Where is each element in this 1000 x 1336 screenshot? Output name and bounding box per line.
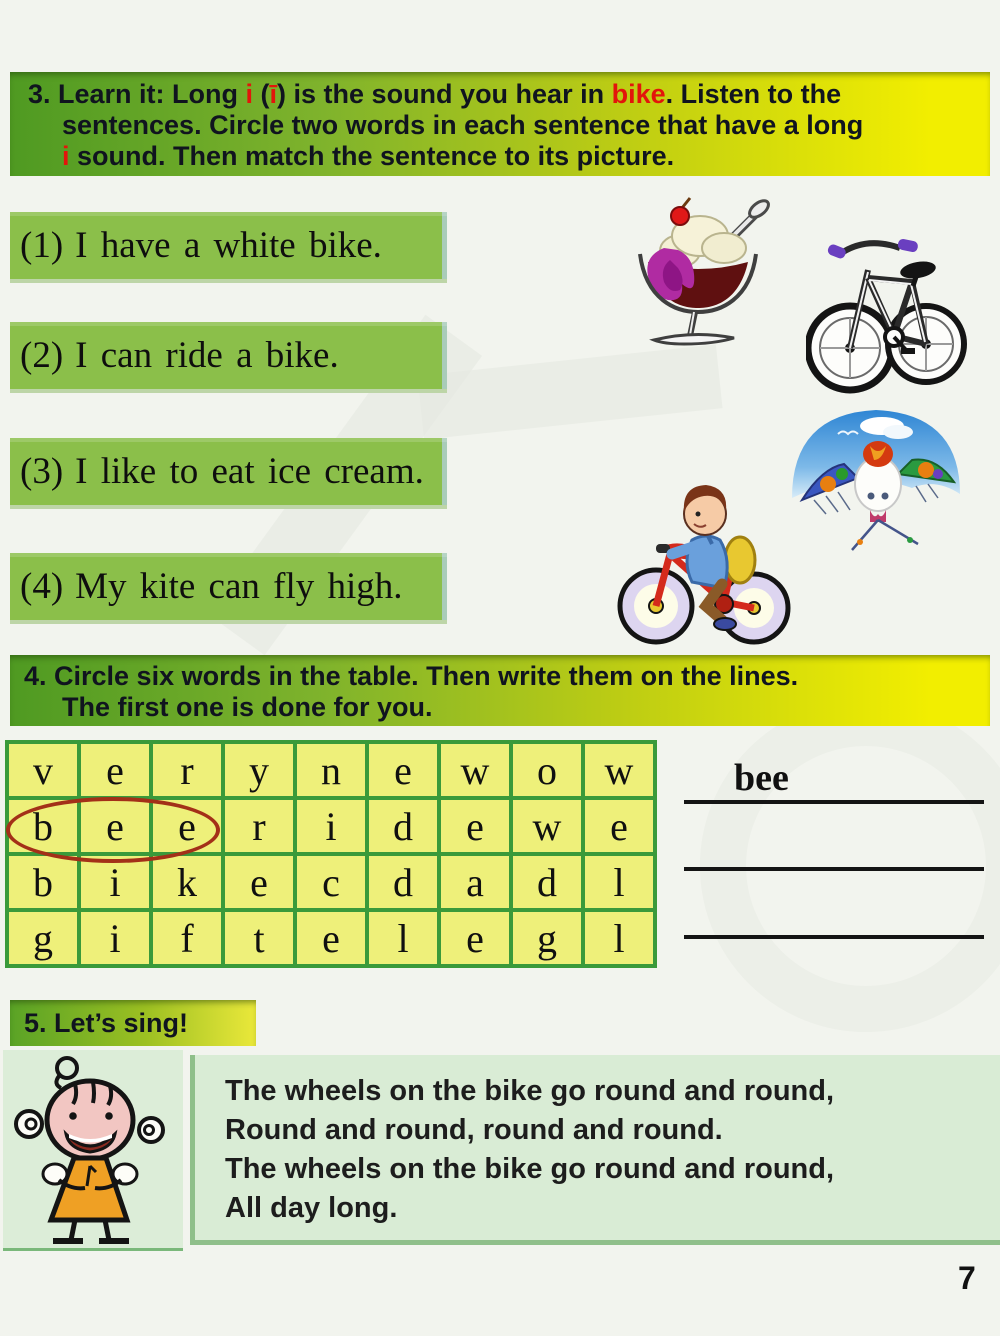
grid-cell[interactable]: w [513, 800, 581, 852]
page-number: 7 [958, 1260, 976, 1296]
grid-cell[interactable]: e [225, 856, 293, 908]
answer-line-3[interactable] [684, 935, 984, 939]
section5-heading: 5. Let’s sing! [10, 1000, 256, 1046]
grid-cell[interactable]: r [153, 744, 221, 796]
watermark-ring [700, 700, 1000, 1032]
grid-cell[interactable]: y [225, 744, 293, 796]
song-line: The wheels on the bike go round and round, [225, 1153, 835, 1185]
instruction-line: 4. Circle six words in the table. Then write them on the lines. [24, 661, 799, 691]
grid-cell[interactable]: o [513, 744, 581, 796]
answer-line-1[interactable] [684, 800, 984, 804]
song-lyrics-panel [190, 1055, 1000, 1245]
sentence-text: I can ride a bike. [75, 335, 339, 376]
grid-cell[interactable]: e [369, 744, 437, 796]
song-line: All day long. [225, 1192, 398, 1224]
sentence-text: I like to eat ice cream. [75, 451, 424, 492]
grid-cell[interactable]: w [441, 744, 509, 796]
song-line: The wheels on the bike go round and round, [225, 1075, 835, 1107]
boy-riding-bike-image[interactable] [612, 458, 802, 646]
grid-cell[interactable]: n [297, 744, 365, 796]
grid-cell[interactable]: e [81, 800, 149, 852]
grid-cell[interactable]: v [9, 744, 77, 796]
grid-cell[interactable]: l [369, 912, 437, 964]
white-bicycle-image[interactable] [806, 220, 968, 396]
grid-cell[interactable]: t [225, 912, 293, 964]
sentence-2[interactable] [10, 322, 447, 389]
sentence-text: I have a white bike. [75, 225, 382, 266]
grid-cell[interactable]: g [9, 912, 77, 964]
grid-cell[interactable]: g [513, 912, 581, 964]
sentence-3[interactable] [10, 438, 447, 505]
kite-in-sky-image[interactable] [786, 402, 966, 552]
section3-instruction [10, 72, 990, 176]
grid-cell[interactable]: f [153, 912, 221, 964]
grid-cell[interactable]: e [585, 800, 653, 852]
grid-cell[interactable]: l [585, 912, 653, 964]
grid-cell[interactable]: a [441, 856, 509, 908]
section4-instruction [10, 655, 990, 726]
grid-cell[interactable]: k [153, 856, 221, 908]
sentence-number: (2) [20, 335, 64, 376]
instruction-line: 3. Learn it: Long i (ī) is the sound you hear in bike. Listen to the [28, 79, 842, 109]
singing-girl-image [3, 1050, 183, 1245]
sentence-text: My kite can fly high. [75, 566, 403, 607]
sentence-4[interactable] [10, 553, 447, 620]
grid-cell[interactable]: i [81, 856, 149, 908]
grid-cell[interactable]: c [297, 856, 365, 908]
grid-cell[interactable]: e [153, 800, 221, 852]
sentence-number: (1) [20, 225, 64, 266]
grid-cell[interactable]: d [369, 856, 437, 908]
grid-cell[interactable]: b [9, 800, 77, 852]
instruction-line: i sound. Then match the sentence to its picture. [62, 141, 675, 171]
sentence-number: (4) [20, 566, 64, 607]
grid-cell[interactable]: i [81, 912, 149, 964]
grid-cell[interactable]: r [225, 800, 293, 852]
circled-word-bee [6, 797, 220, 863]
ice-cream-sundae-image[interactable] [618, 196, 780, 348]
grid-cell[interactable]: b [9, 856, 77, 908]
grid-cell[interactable]: d [513, 856, 581, 908]
answer-line-2[interactable] [684, 867, 984, 871]
grid-cell[interactable]: e [441, 912, 509, 964]
grid-cell[interactable]: e [297, 912, 365, 964]
grid-cell[interactable]: l [585, 856, 653, 908]
grid-cell[interactable]: i [297, 800, 365, 852]
sentence-1[interactable] [10, 212, 447, 279]
grid-cell[interactable]: e [81, 744, 149, 796]
grid-cell[interactable]: d [369, 800, 437, 852]
answer-word: bee [734, 757, 789, 799]
instruction-line: The first one is done for you. [62, 692, 433, 722]
song-line: Round and round, round and round. [225, 1114, 723, 1146]
instruction-line: sentences. Circle two words in each sentence that have a long [62, 110, 864, 140]
grid-cell[interactable]: e [441, 800, 509, 852]
grid-cell[interactable]: w [585, 744, 653, 796]
singing-girl-panel [3, 1050, 183, 1251]
sentence-number: (3) [20, 451, 64, 492]
